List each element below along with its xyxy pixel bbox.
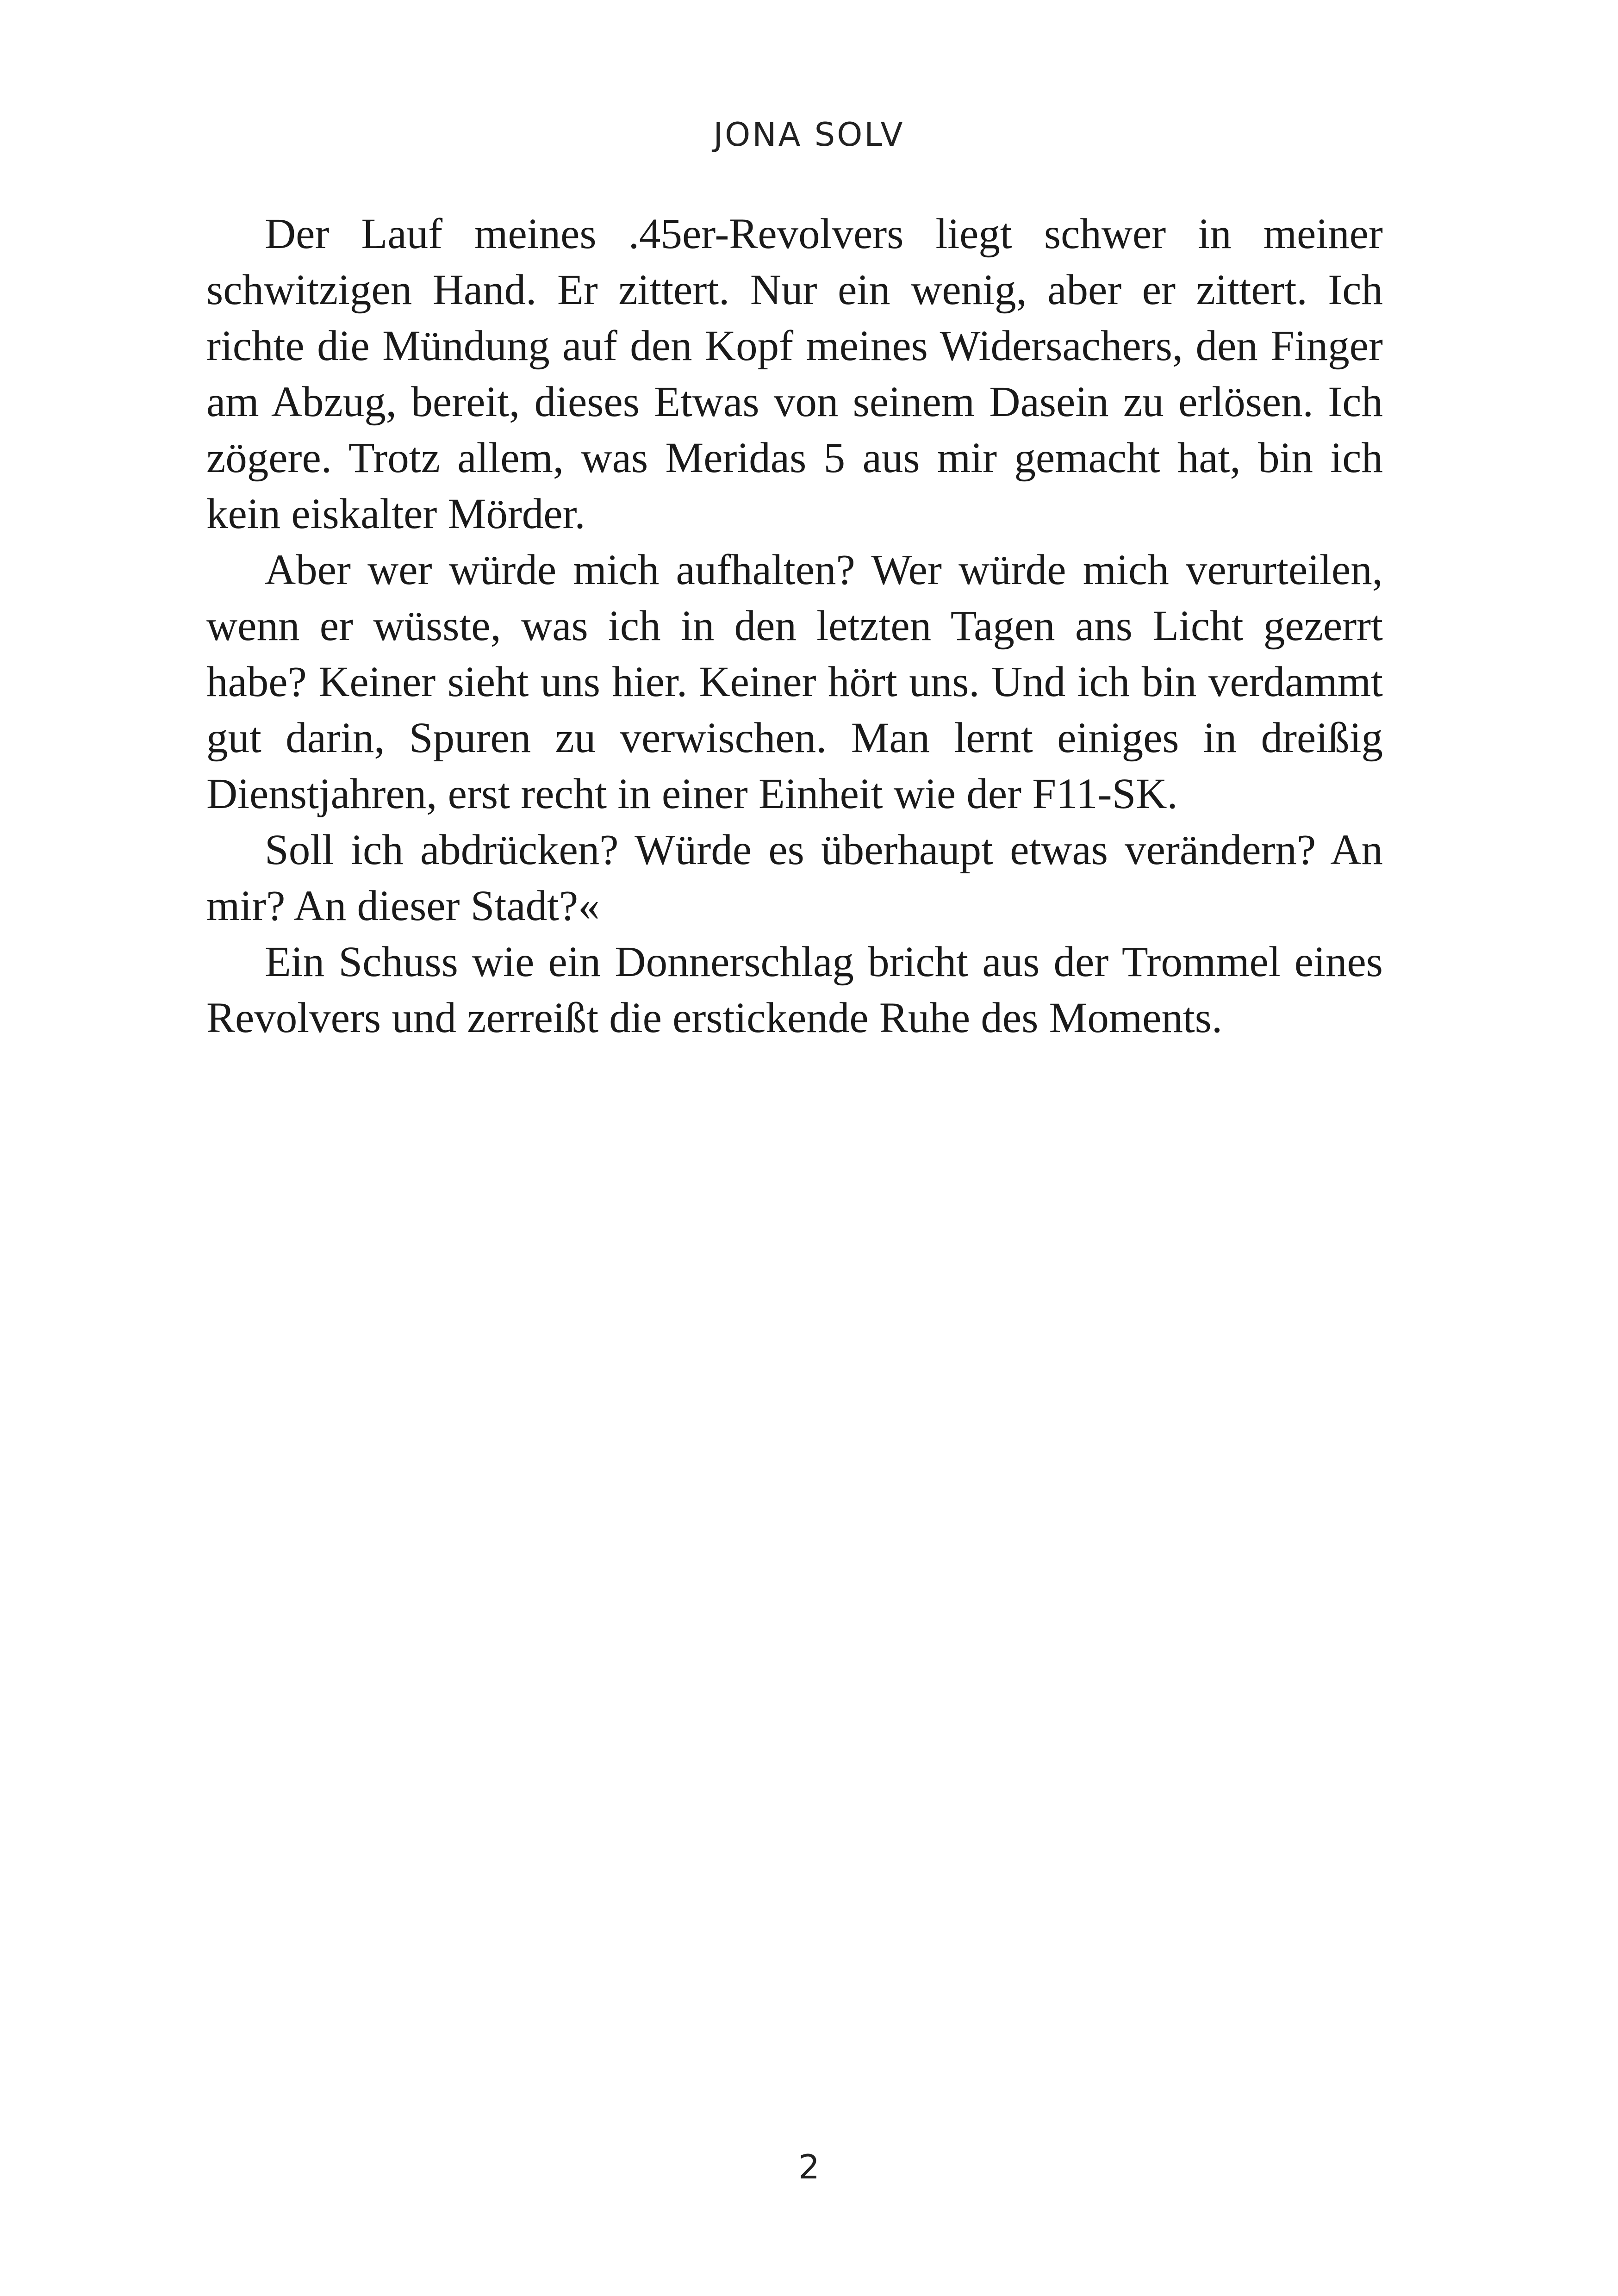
running-head-author: JONA SOLV [713, 116, 905, 154]
paragraph-1: Der Lauf meines .45er-Revolvers liegt schwer in meiner schwitzigen Hand. Er zittert. Nur ein wenig, aber er zittert. Ich richte die Mündung auf den Kopf meines Widersachers, den Finger am Abzug, bereit, dieses Etwas von seinem Dasein zu erlösen. Ich zögere. Trotz allem, was Meridas 5 aus mir gemacht hat, bin ich kein eiskalter Mörder. [206, 210, 1383, 538]
body-text [206, 206, 1383, 1046]
page-number: 2 [798, 2147, 820, 2186]
paragraph-4: Ein Schuss wie ein Donnerschlag bricht aus der Trommel eines Revolvers und zerreißt die erstickende Ruhe des Moments. [206, 938, 1383, 1042]
paragraph-3: Soll ich abdrücken? Würde es überhaupt etwas verändern? An mir? An dieser Stadt?« [206, 826, 1383, 930]
paragraph-2: Aber wer würde mich aufhalten? Wer würde mich verurteilen, wenn er wüsste, was ich in den letzten Tagen ans Licht gezerrt habe? Keiner sieht uns hier. Keiner hört uns. Und ich bin verdammt gut darin, Spuren zu verwischen. Man lernt einiges in dreißig Dienstjahren, erst recht in einer Einheit wie der F11-SK. [206, 546, 1383, 818]
